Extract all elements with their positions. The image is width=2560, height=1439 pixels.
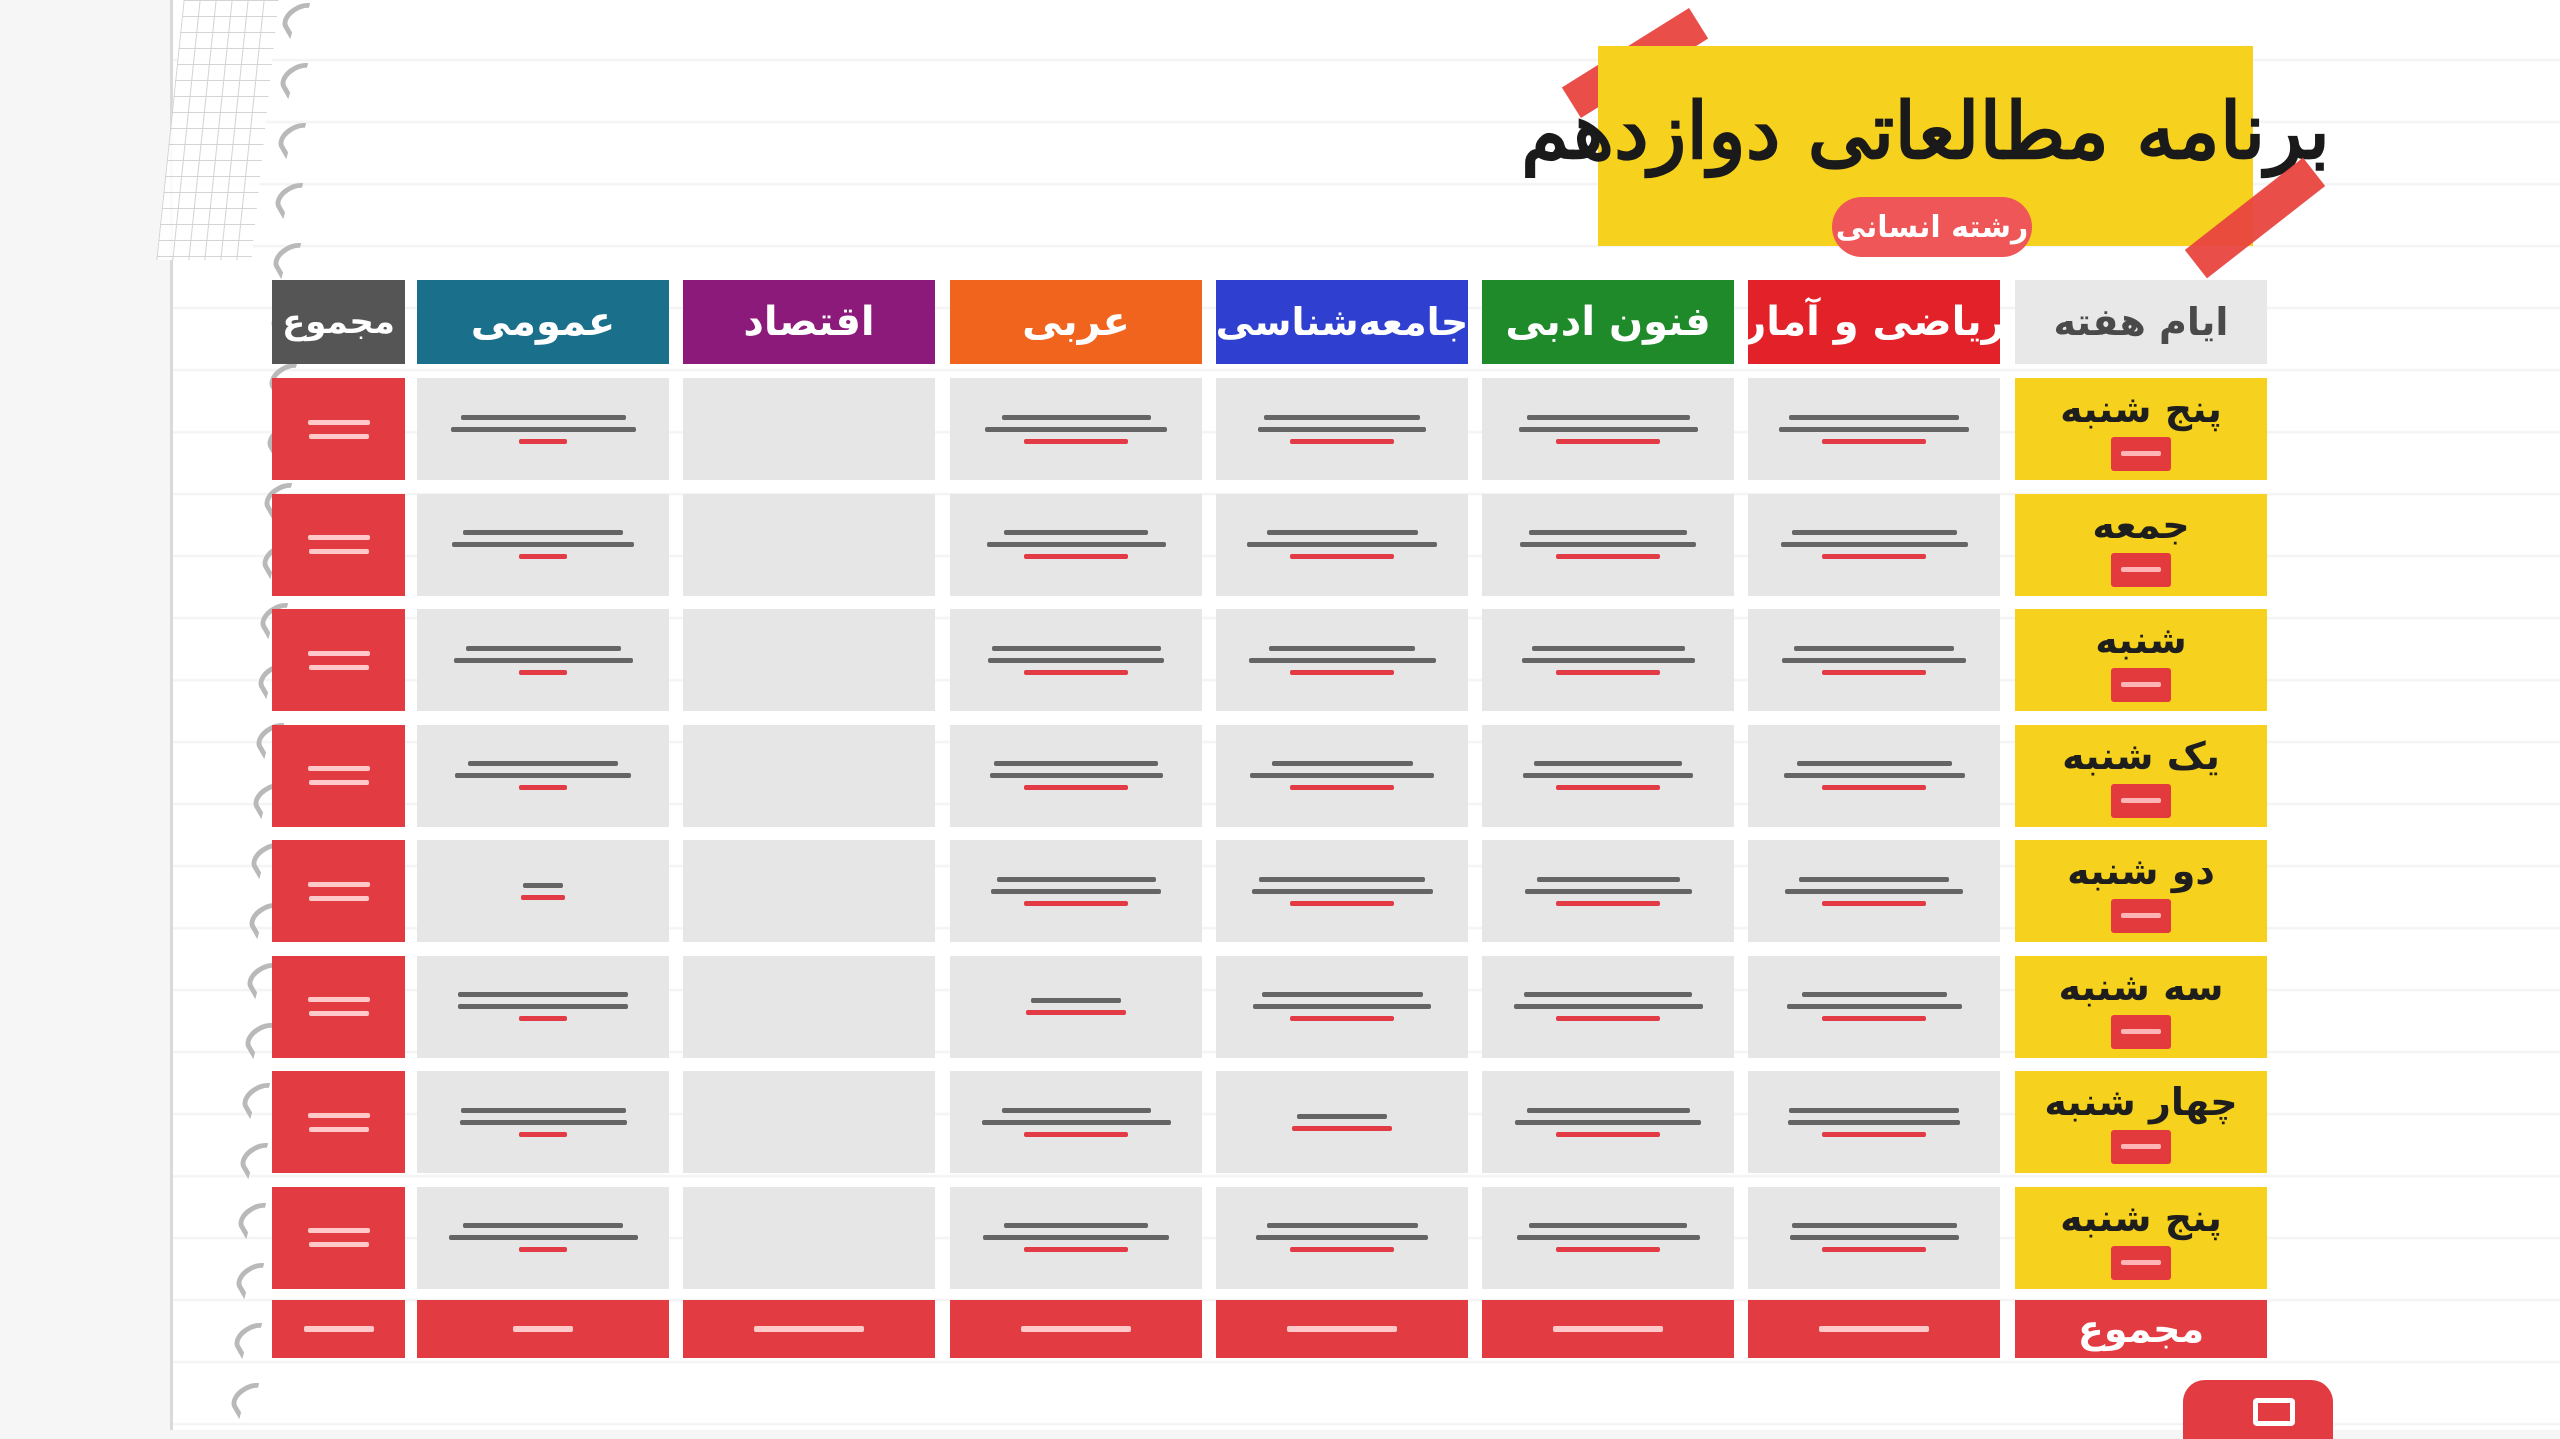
cell-hours-line [1024, 439, 1128, 444]
cell-hours-line [1290, 1016, 1394, 1021]
cell-text-line [1797, 761, 1952, 766]
schedule-cell-math [1748, 840, 2000, 942]
cell-text-line [988, 658, 1164, 663]
schedule-cell-economics [683, 1071, 935, 1173]
schedule-cell-sociology [1216, 1071, 1468, 1173]
schedule-cell-math [1748, 1071, 2000, 1173]
schedule-cell-literature [1482, 494, 1734, 596]
cell-text-line [458, 1004, 628, 1009]
cell-hours-line [1822, 1247, 1926, 1252]
cell-hours-line [1290, 670, 1394, 675]
cell-text-line [1532, 646, 1685, 651]
cell-text-line [1782, 658, 1966, 663]
bottom-total-line [1287, 1326, 1397, 1332]
schedule-cell-sociology [1216, 378, 1468, 480]
schedule-cell-math [1748, 609, 2000, 711]
total-text-line [308, 535, 370, 540]
binder-ring [271, 177, 319, 220]
cell-text-line [1272, 761, 1413, 766]
page-number-glyph [2253, 1398, 2295, 1426]
day-name: یک شنبه [2062, 733, 2220, 778]
cell-text-line [1258, 427, 1426, 432]
day-cell [2015, 725, 2267, 827]
cell-hours-line [1024, 1132, 1128, 1137]
day-name: پنج شنبه [2060, 1195, 2222, 1240]
cell-text-line [1784, 773, 1965, 778]
day-date-badge [2111, 1130, 2171, 1164]
day-cell [2015, 609, 2267, 711]
day-total-cell [272, 1187, 405, 1289]
bottom-total-cell [1748, 1300, 2000, 1358]
schedule-cell-economics [683, 609, 935, 711]
day-date-badge [2111, 1015, 2171, 1049]
cell-text-line [1785, 889, 1963, 894]
schedule-cell-general [417, 609, 669, 711]
cell-text-line [454, 658, 633, 663]
cell-hours-line [1024, 670, 1128, 675]
cell-text-line [460, 1120, 627, 1125]
cell-text-line [458, 992, 628, 997]
bottom-total-line [754, 1326, 864, 1332]
cell-text-line [466, 646, 621, 651]
bottom-total-line [1021, 1326, 1131, 1332]
cell-text-line [1004, 530, 1148, 535]
cell-hours-line [1822, 1016, 1926, 1021]
header-economics [683, 280, 935, 364]
schedule-cell-economics [683, 725, 935, 827]
cell-text-line [1002, 1108, 1151, 1113]
cell-text-line [1523, 773, 1693, 778]
cell-text-line [1267, 530, 1418, 535]
cell-text-line [1529, 1223, 1687, 1228]
day-name: جمعه [2092, 502, 2190, 547]
cell-text-line [1002, 415, 1151, 420]
day-total-cell [272, 609, 405, 711]
schedule-cell-arabic [950, 725, 1202, 827]
binder-ring [227, 1377, 275, 1420]
cell-text-line [1004, 1223, 1148, 1228]
cell-text-line [1519, 427, 1698, 432]
schedule-cell-literature [1482, 956, 1734, 1058]
cell-hours-line [519, 670, 567, 675]
cell-text-line [452, 542, 634, 547]
binder-ring [273, 117, 321, 160]
cell-text-line [451, 427, 636, 432]
cell-hours-line [1556, 1247, 1660, 1252]
binder-ring [268, 237, 316, 280]
cell-hours-line [521, 895, 565, 900]
cell-hours-line [1292, 1126, 1392, 1131]
cell-text-line [1779, 427, 1969, 432]
schedule-cell-economics [683, 378, 935, 480]
binder-ring [277, 0, 325, 39]
day-name: پنج شنبه [2060, 387, 2222, 431]
header-arabic [950, 280, 1202, 364]
day-date-badge [2111, 1246, 2171, 1280]
day-name: سه شنبه [2058, 964, 2224, 1009]
cell-text-line [1529, 530, 1687, 535]
day-name: دو شنبه [2067, 849, 2215, 893]
schedule-cell-arabic [950, 956, 1202, 1058]
binder-ring [229, 1317, 277, 1360]
cell-text-line [1788, 1120, 1960, 1125]
header-arabic-label: عربی [1022, 299, 1130, 345]
total-text-line [309, 1011, 369, 1016]
cell-text-line [1256, 1235, 1428, 1240]
cell-text-line [1789, 1108, 1959, 1113]
header-math-label: ریاضی و آمار [1743, 299, 2005, 345]
total-text-line [308, 651, 370, 656]
bottom-total-cell [1482, 1300, 1734, 1358]
cell-hours-line [1556, 670, 1660, 675]
schedule-cell-literature [1482, 609, 1734, 711]
cell-text-line [1525, 889, 1692, 894]
header-sociology [1216, 280, 1468, 364]
schedule-cell-sociology [1216, 609, 1468, 711]
cell-text-line [992, 646, 1161, 651]
schedule-cell-math [1748, 956, 2000, 1058]
cell-hours-line [1024, 901, 1128, 906]
schedule-cell-arabic [950, 378, 1202, 480]
cell-text-line [994, 761, 1158, 766]
cell-hours-line [519, 439, 567, 444]
header-sociology-label: جامعه‌شناسی [1215, 300, 1469, 344]
cell-text-line [1264, 415, 1420, 420]
total-text-line [308, 1228, 370, 1233]
cell-text-line [1792, 530, 1957, 535]
page-title: برنامه مطالعاتی دوازدهم [1520, 85, 2331, 177]
schedule-cell-general [417, 1187, 669, 1289]
cell-text-line [1802, 992, 1947, 997]
cell-text-line [523, 883, 563, 888]
cell-text-line [463, 1223, 623, 1228]
day-total-cell [272, 725, 405, 827]
cell-text-line [987, 542, 1166, 547]
schedule-cell-economics [683, 840, 935, 942]
schedule-cell-math [1748, 378, 2000, 480]
cell-hours-line [1556, 901, 1660, 906]
cell-hours-line [1822, 1132, 1926, 1137]
cell-hours-line [519, 785, 567, 790]
schedule-cell-arabic [950, 494, 1202, 596]
cell-hours-line [519, 1247, 567, 1252]
cell-text-line [990, 773, 1163, 778]
cell-text-line [1527, 1108, 1690, 1113]
cell-text-line [1799, 877, 1949, 882]
cell-text-line [1297, 1114, 1387, 1119]
schedule-cell-economics [683, 956, 935, 1058]
schedule-cell-literature [1482, 840, 1734, 942]
cell-hours-line [1290, 785, 1394, 790]
cell-text-line [461, 1108, 626, 1113]
cell-text-line [1269, 646, 1415, 651]
total-text-line [308, 997, 370, 1002]
cell-hours-line [1290, 554, 1394, 559]
cell-hours-line [1556, 554, 1660, 559]
day-total-cell [272, 840, 405, 942]
cell-text-line [982, 1120, 1171, 1125]
header-total [272, 280, 405, 364]
day-cell [2015, 840, 2267, 942]
cell-text-line [1259, 877, 1425, 882]
cell-hours-line [1822, 439, 1926, 444]
cell-hours-line [1024, 785, 1128, 790]
total-text-line [309, 896, 369, 901]
schedule-cell-general [417, 494, 669, 596]
schedule-cell-arabic [950, 1071, 1202, 1173]
header-days [2015, 280, 2267, 364]
cell-text-line [1515, 1120, 1701, 1125]
cell-hours-line [1024, 1247, 1128, 1252]
cell-text-line [1267, 1223, 1418, 1228]
schedule-cell-sociology [1216, 840, 1468, 942]
cell-hours-line [1556, 1132, 1660, 1137]
cell-hours-line [1822, 901, 1926, 906]
day-cell [2015, 1187, 2267, 1289]
day-name: شنبه [2095, 618, 2187, 662]
schedule-cell-economics [683, 1187, 935, 1289]
page-number-tab [2183, 1380, 2333, 1439]
cell-hours-line [1822, 670, 1926, 675]
cell-text-line [468, 761, 618, 766]
cell-hours-line [1556, 1016, 1660, 1021]
schedule-cell-general [417, 956, 669, 1058]
schedule-cell-math [1748, 725, 2000, 827]
bottom-total-line [513, 1326, 573, 1332]
total-text-line [309, 665, 369, 670]
cell-text-line [1247, 542, 1437, 547]
day-total-cell [272, 1071, 405, 1173]
cell-text-line [463, 530, 623, 535]
cell-hours-line [1556, 439, 1660, 444]
header-general [417, 280, 669, 364]
day-date-badge [2111, 784, 2171, 818]
schedule-cell-sociology [1216, 725, 1468, 827]
cell-hours-line [1822, 554, 1926, 559]
day-cell [2015, 956, 2267, 1058]
total-text-line [309, 1242, 369, 1247]
total-text-line [308, 420, 370, 425]
bottom-total-cell [1216, 1300, 1468, 1358]
cell-text-line [1790, 1235, 1959, 1240]
schedule-cell-literature [1482, 1071, 1734, 1173]
schedule-cell-math [1748, 494, 2000, 596]
total-text-line [309, 1127, 369, 1132]
cell-text-line [461, 415, 626, 420]
cell-text-line [1514, 1004, 1703, 1009]
binder-ring [275, 57, 323, 100]
cell-text-line [1792, 1223, 1957, 1228]
cell-hours-line [1024, 554, 1128, 559]
cell-text-line [983, 1235, 1169, 1240]
bottom-total-cell [417, 1300, 669, 1358]
bottom-total-line [1819, 1326, 1929, 1332]
total-text-line [308, 1113, 370, 1118]
cell-hours-line [519, 554, 567, 559]
day-date-badge [2111, 899, 2171, 933]
cell-text-line [449, 1235, 638, 1240]
day-name: چهار شنبه [2044, 1080, 2238, 1124]
schedule-cell-sociology [1216, 956, 1468, 1058]
header-literature [1482, 280, 1734, 364]
cell-text-line [1527, 415, 1690, 420]
day-cell [2015, 378, 2267, 480]
cell-hours-line [1290, 901, 1394, 906]
cell-hours-line [519, 1016, 567, 1021]
bottom-total-cell [683, 1300, 935, 1358]
header-total-label: مجموع [282, 302, 395, 342]
bottom-total-line [304, 1326, 374, 1332]
schedule-cell-arabic [950, 1187, 1202, 1289]
cell-text-line [1252, 889, 1433, 894]
total-text-line [308, 882, 370, 887]
schedule-cell-literature [1482, 725, 1734, 827]
header-literature-label: فنون ادبی [1505, 299, 1711, 345]
cell-hours-line [1290, 439, 1394, 444]
day-cell [2015, 1071, 2267, 1173]
schedule-cell-sociology [1216, 1187, 1468, 1289]
header-days-label: ایام هفته [2053, 300, 2229, 344]
cell-text-line [1517, 1235, 1700, 1240]
cell-text-line [1522, 658, 1695, 663]
cell-text-line [991, 889, 1161, 894]
cell-text-line [1534, 761, 1682, 766]
cell-hours-line [1026, 1010, 1126, 1015]
day-date-badge [2111, 437, 2171, 471]
total-text-line [308, 766, 370, 771]
schedule-cell-math [1748, 1187, 2000, 1289]
cell-text-line [1031, 998, 1121, 1003]
cell-text-line [1781, 542, 1968, 547]
cell-text-line [1253, 1004, 1431, 1009]
cell-hours-line [1290, 1247, 1394, 1252]
schedule-cell-general [417, 1071, 669, 1173]
cell-text-line [1794, 646, 1954, 651]
cell-hours-line [1556, 785, 1660, 790]
cell-text-line [1524, 992, 1692, 997]
bottom-total-line [1553, 1326, 1663, 1332]
day-total-cell [272, 956, 405, 1058]
cell-text-line [985, 427, 1167, 432]
header-economics-label: اقتصاد [743, 299, 875, 345]
cell-text-line [997, 877, 1156, 882]
schedule-cell-general [417, 378, 669, 480]
day-date-badge [2111, 668, 2171, 702]
cell-text-line [1789, 415, 1959, 420]
cell-text-line [1520, 542, 1696, 547]
cell-hours-line [519, 1132, 567, 1137]
schedule-cell-arabic [950, 840, 1202, 942]
cell-text-line [1262, 992, 1423, 997]
cell-text-line [1787, 1004, 1962, 1009]
bottom-total-label [2015, 1300, 2267, 1358]
cell-hours-line [1822, 785, 1926, 790]
schedule-cell-literature [1482, 378, 1734, 480]
day-date-badge [2111, 553, 2171, 587]
total-text-line [309, 434, 369, 439]
schedule-cell-general [417, 840, 669, 942]
bottom-total-cell [950, 1300, 1202, 1358]
cell-text-line [1537, 877, 1680, 882]
day-total-cell [272, 378, 405, 480]
field-badge: رشته انسانی [1832, 197, 2032, 257]
schedule-cell-general [417, 725, 669, 827]
header-general-label: عمومی [470, 299, 616, 345]
bottom-total-text: مجموع [2077, 1307, 2205, 1351]
schedule-cell-economics [683, 494, 935, 596]
schedule-cell-literature [1482, 1187, 1734, 1289]
cell-text-line [455, 773, 631, 778]
header-math [1743, 280, 2005, 364]
schedule-cell-arabic [950, 609, 1202, 711]
cell-text-line [1250, 773, 1434, 778]
day-total-cell [272, 494, 405, 596]
day-cell [2015, 494, 2267, 596]
total-text-line [309, 780, 369, 785]
cell-text-line [1249, 658, 1436, 663]
total-text-line [309, 549, 369, 554]
schedule-cell-sociology [1216, 494, 1468, 596]
bottom-total-cell [272, 1300, 405, 1358]
